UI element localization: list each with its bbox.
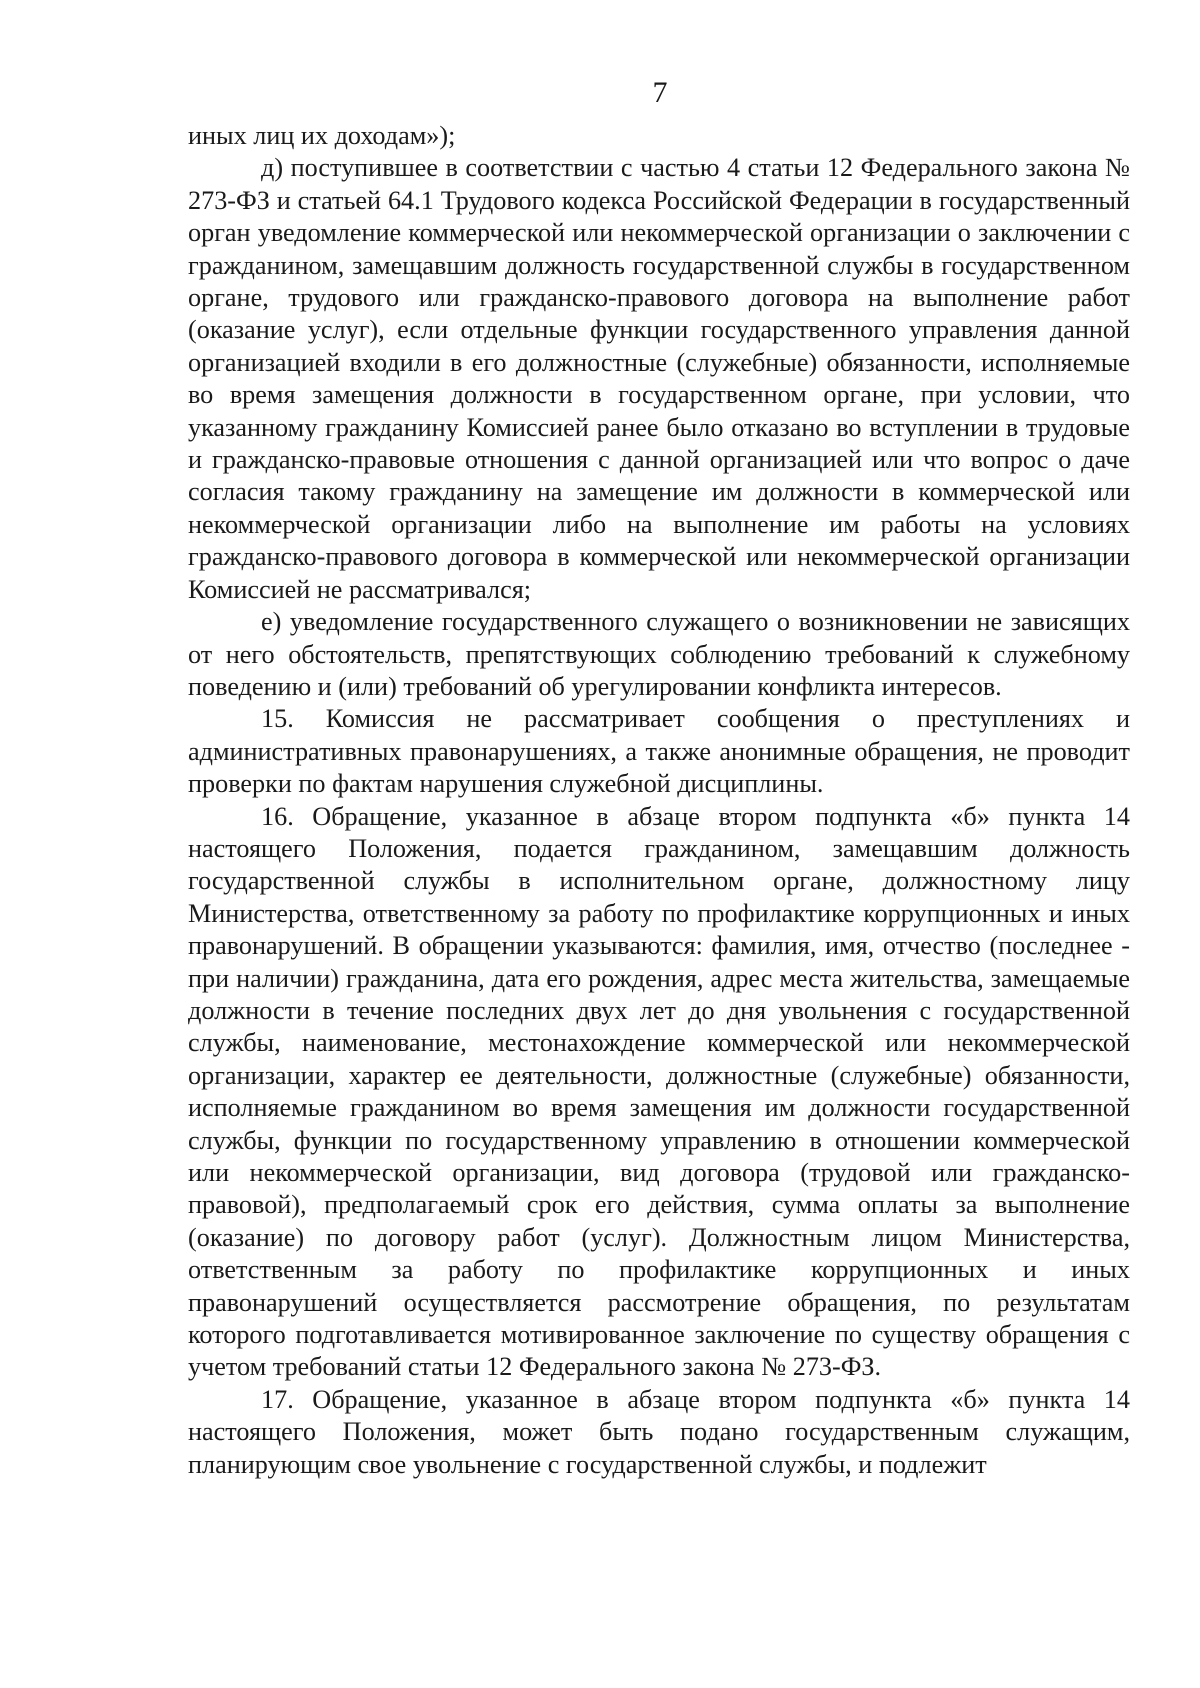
paragraph-17: 17. Обращение, указанное в абзаце втором подпункта «б» пункта 14 настоящего Положения, может быть подано государственным служащим, планирующим свое увольнение с государственной службы, и подлежит bbox=[188, 1384, 1130, 1479]
document-body bbox=[188, 120, 1130, 1481]
paragraph-16: 16. Обращение, указанное в абзаце втором подпункта «б» пункта 14 настоящего Положения, подается гражданином, замещавшим должность государственной службы в исполнительном органе, должностному лицу Министерства, ответственному за работу по профилактике коррупционных и иных правонарушений. В обращении указываются: фамилия, имя, отчество (последнее - при наличии) гражданина, дата его рождения, адрес места жительства, замещаемые должности в течение последних двух лет до дня увольнения с государственной службы, наименование, местонахождение коммерческой или некоммерческой организации, характер ее деятельности, должностные (служебные) обязанности, исполняемые гражданином во время замещения им должности государственной службы, функции по государственному управлению в отношении коммерческой или некоммерческой организации, вид договора (трудовой или гражданско-правовой), предполагаемый срок его действия, сумма оплаты за выполнение (оказание) по договору работ (услуг). Должностным лицом Министерства, ответственным за работу по профилактике коррупционных и иных правонарушений осуществляется рассмотрение обращения, по результатам которого подготавливается мотивированное заключение по существу обращения с учетом требований статьи 12 Федерального закона № 273-ФЗ. bbox=[188, 801, 1130, 1382]
paragraph-d: д) поступившее в соответствии с частью 4 статьи 12 Федерального закона № 273-ФЗ и статьей 64.1 Трудового кодекса Российской Федерации в государственный орган уведомление коммерческой или некоммерческой организации о заключении с гражданином, замещавшим должность государственной службы в государственном органе, трудового или гражданско-правового договора на выполнение работ (оказание услуг), если отдельные функции государственного управления данной организацией входили в его должностные (служебные) обязанности, исполняемые во время замещения должности в государственном органе, при условии, что указанному гражданину Комиссией ранее было отказано во вступлении в трудовые и гражданско-правовые отношения с данной организацией или что вопрос о даче согласия такому гражданину на замещение им должности в коммерческой или некоммерческой организации либо на выполнение им работы на условиях гражданско-правового договора в коммерческой или некоммерческой организации Комиссией не рассматривался; bbox=[188, 153, 1130, 604]
paragraph-15: 15. Комиссия не рассматривает сообщения о преступлениях и административных правонарушениях, а также анонимные обращения, не проводит проверки по фактам нарушения служебной дисциплины. bbox=[188, 704, 1130, 799]
page-number: 7 bbox=[652, 76, 668, 109]
paragraph-continuation: иных лиц их доходам»); bbox=[188, 121, 456, 150]
paragraph-e: е) уведомление государственного служащего о возникновении не зависящих от него обстоятельств, препятствующих соблюдению требований к служебному поведению и (или) требований об урегулировании конфликта интересов. bbox=[188, 607, 1130, 701]
